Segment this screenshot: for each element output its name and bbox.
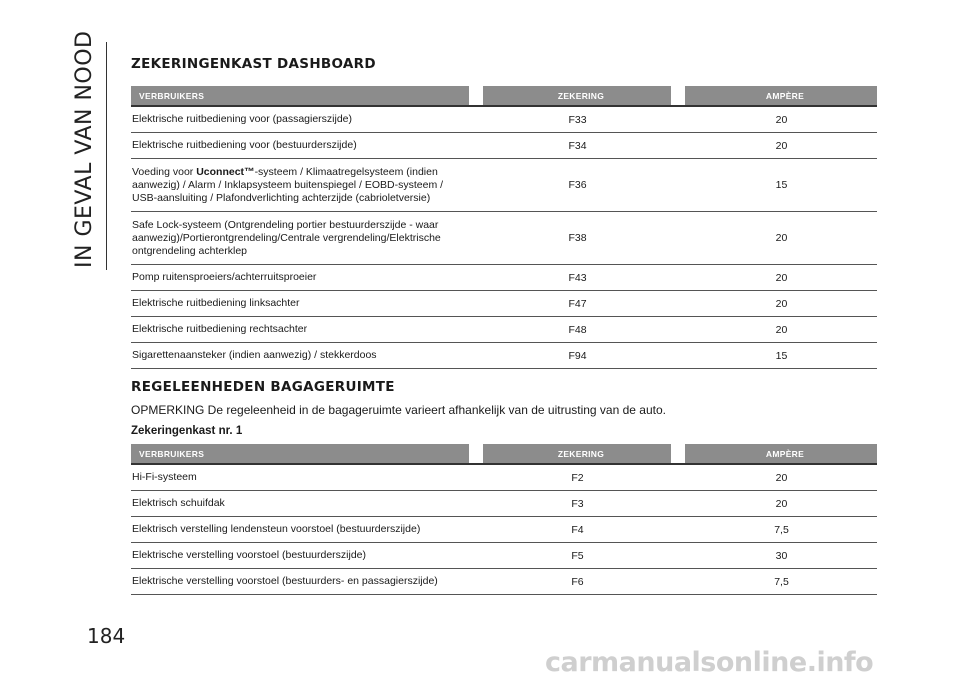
row-fuse: F36	[483, 159, 671, 212]
section-title-dashboard: ZEKERINGENKAST DASHBOARD	[131, 56, 376, 72]
row-ampere: 7,5	[685, 569, 877, 595]
row-fuse: F47	[483, 291, 671, 317]
row-ampere: 20	[685, 291, 877, 317]
table-row	[131, 133, 877, 159]
row-description: Elektrisch verstelling lendensteun voorstoel (bestuurderszijde)	[131, 517, 469, 543]
table-row	[131, 105, 877, 133]
row-fuse: F4	[483, 517, 671, 543]
row-description	[131, 159, 469, 212]
subheading: Zekeringenkast nr. 1	[131, 425, 243, 437]
row-ampere: 20	[685, 491, 877, 517]
row-fuse: F43	[483, 265, 671, 291]
row-description: Pomp ruitensproeiers/achterruitsproeier	[131, 265, 469, 291]
table-row	[131, 463, 877, 491]
table-header-row	[131, 444, 877, 463]
fuse-table-dashboard	[131, 86, 877, 369]
row-ampere: 20	[685, 105, 877, 133]
table-row	[131, 491, 877, 517]
table-row	[131, 291, 877, 317]
header-consumers: VERBRUIKERS	[131, 444, 469, 463]
table-row	[131, 159, 877, 212]
row-fuse: F3	[483, 491, 671, 517]
section-title-trunk: REGELEENHEDEN BAGAGERUIMTE	[131, 379, 395, 395]
row-fuse: F2	[483, 463, 671, 491]
table-row	[131, 517, 877, 543]
table-row	[131, 543, 877, 569]
watermark: carmanualsonline.info	[545, 647, 874, 678]
table-header-row	[131, 86, 877, 105]
note-text: OPMERKING De regeleenheid in de bagageruimte varieert afhankelijk van de uitrusting van de auto.	[131, 403, 666, 417]
row-description-prefix: Voeding voor	[132, 165, 197, 178]
row-ampere: 20	[685, 133, 877, 159]
row-ampere: 20	[685, 463, 877, 491]
chapter-title: IN GEVAL VAN NOOD	[72, 30, 97, 268]
header-ampere: AMPÈRE	[685, 444, 877, 463]
row-fuse: F33	[483, 105, 671, 133]
row-description: Elektrische ruitbediening rechtsachter	[131, 317, 469, 343]
row-description: Elektrische ruitbediening linksachter	[131, 291, 469, 317]
row-fuse: F5	[483, 543, 671, 569]
row-description: Elektrisch schuifdak	[131, 491, 469, 517]
table-row	[131, 212, 877, 265]
row-description: Elektrische verstelling voorstoel (bestuurders- en passagierszijde)	[131, 569, 469, 595]
row-fuse: F38	[483, 212, 671, 265]
row-fuse: F48	[483, 317, 671, 343]
uconnect-brand: Uconnect™	[196, 165, 255, 178]
table-row	[131, 265, 877, 291]
page-number: 184	[87, 624, 126, 648]
row-fuse: F34	[483, 133, 671, 159]
row-ampere: 15	[685, 343, 877, 369]
row-description: Sigarettenaansteker (indien aanwezig) / stekkerdoos	[131, 343, 469, 369]
header-fuse: ZEKERING	[483, 444, 671, 463]
header-fuse: ZEKERING	[483, 86, 671, 105]
header-ampere: AMPÈRE	[685, 86, 877, 105]
table-row	[131, 569, 877, 595]
row-description: Elektrische verstelling voorstoel (bestuurderszijde)	[131, 543, 469, 569]
row-description: Hi-Fi-systeem	[131, 463, 469, 491]
table-row	[131, 317, 877, 343]
page-content	[131, 56, 877, 595]
row-ampere: 30	[685, 543, 877, 569]
row-description-suffix: -systeem / Klimaatregelsysteem (indien aanwezig) / Alarm / Inklapsysteem buitenspiegel / EOBD-systeem / USB-aansluiting / Plafondverlichting achterzijde (cabrioletversie)	[132, 165, 444, 204]
row-ampere: 15	[685, 159, 877, 212]
row-ampere: 7,5	[685, 517, 877, 543]
row-description: Safe Lock-systeem (Ontgrendeling portier bestuurderszijde - waar aanwezig)/Portierontgrendeling/Centrale vergrendeling/Elektrische ontgrendeling achterklep	[131, 212, 469, 265]
row-fuse: F94	[483, 343, 671, 369]
row-fuse: F6	[483, 569, 671, 595]
row-ampere: 20	[685, 317, 877, 343]
row-ampere: 20	[685, 265, 877, 291]
header-consumers: VERBRUIKERS	[131, 86, 469, 105]
row-description: Elektrische ruitbediening voor (passagierszijde)	[131, 105, 469, 133]
row-description: Elektrische ruitbediening voor (bestuurderszijde)	[131, 133, 469, 159]
chapter-divider	[106, 42, 107, 270]
row-ampere: 20	[685, 212, 877, 265]
fuse-table-trunk	[131, 444, 877, 595]
table-row	[131, 343, 877, 369]
